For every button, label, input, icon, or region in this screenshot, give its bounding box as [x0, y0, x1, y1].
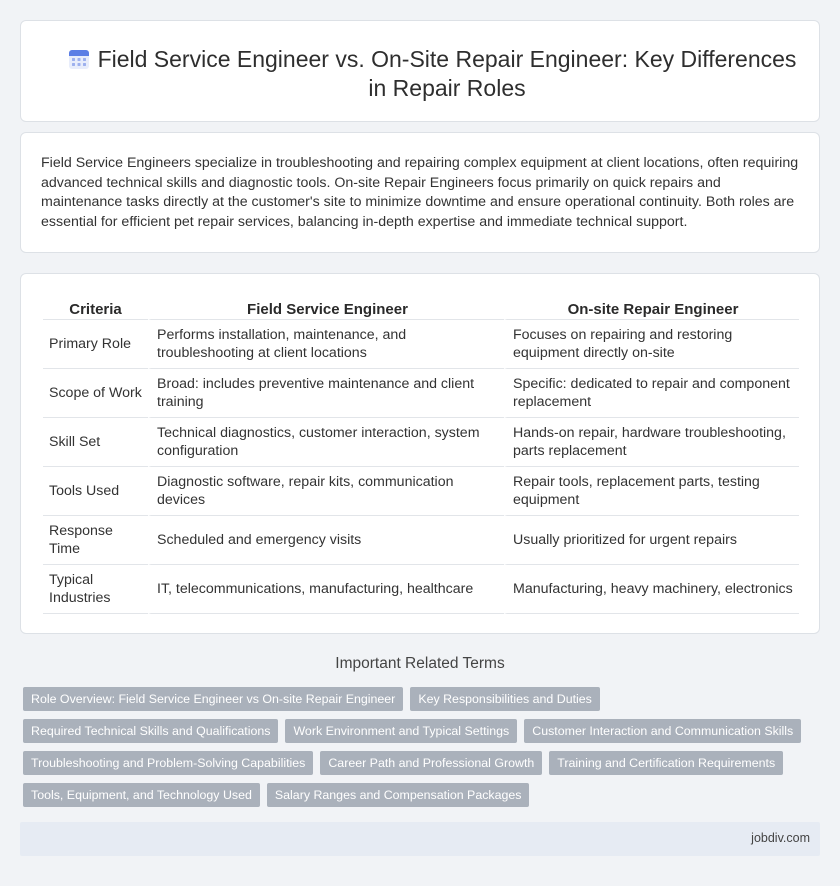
- comparison-table: [43, 294, 799, 614]
- related-terms-title: Important Related Terms: [335, 655, 505, 672]
- related-term-tag[interactable]: Key Responsibilities and Duties: [410, 687, 600, 711]
- table-row: [43, 516, 799, 565]
- table-row: [43, 418, 799, 467]
- on-site-cell: Hands-on repair, hardware troubleshooting, parts replacement: [504, 418, 799, 467]
- related-term-tag[interactable]: Training and Certification Requirements: [549, 751, 783, 775]
- header-criteria: Criteria: [43, 294, 148, 320]
- comparison-card: [20, 273, 820, 634]
- related-term-tag[interactable]: Customer Interaction and Communication Skills: [524, 719, 801, 743]
- on-site-cell: Focuses on repairing and restoring equipment directly on-site: [504, 320, 799, 369]
- criteria-cell: Tools Used: [43, 467, 148, 516]
- on-site-cell: Manufacturing, heavy machinery, electronics: [504, 565, 799, 614]
- criteria-cell: Response Time: [43, 516, 148, 565]
- on-site-cell: Usually prioritized for urgent repairs: [504, 516, 799, 565]
- table-row: [43, 565, 799, 614]
- field-service-cell: IT, telecommunications, manufacturing, healthcare: [148, 565, 504, 614]
- on-site-cell: Specific: dedicated to repair and component replacement: [504, 369, 799, 418]
- related-terms-list: [23, 687, 813, 807]
- related-term-tag[interactable]: Required Technical Skills and Qualifications: [23, 719, 278, 743]
- on-site-cell: Repair tools, replacement parts, testing equipment: [504, 467, 799, 516]
- related-term-tag[interactable]: Career Path and Professional Growth: [320, 751, 542, 775]
- criteria-cell: Primary Role: [43, 320, 148, 369]
- intro-paragraph: Field Service Engineers specialize in troubleshooting and repairing complex equipment at client locations, often requiring advanced technical skills and diagnostic tools. On-site Repair Engineers focus primarily on quick repairs and maintenance tasks directly at the customer's site to minimize downtime and ensure operational continuity. Both roles are essential for efficient pet repair services, balancing in-depth expertise and immediate technical support.: [41, 155, 799, 230]
- footer-site-link[interactable]: jobdiv.com: [751, 831, 810, 845]
- criteria-cell: Scope of Work: [43, 369, 148, 418]
- related-term-tag[interactable]: Troubleshooting and Problem-Solving Capabilities: [23, 751, 313, 775]
- related-term-tag[interactable]: Role Overview: Field Service Engineer vs On-site Repair Engineer: [23, 687, 403, 711]
- footer-bar: [20, 822, 820, 856]
- intro-card: [20, 132, 820, 253]
- table-header-row: [43, 294, 799, 320]
- header-field-service-engineer: Field Service Engineer: [148, 294, 504, 320]
- header-on-site-repair-engineer: On-site Repair Engineer: [504, 294, 799, 320]
- related-term-tag[interactable]: Work Environment and Typical Settings: [285, 719, 517, 743]
- criteria-cell: Typical Industries: [43, 565, 148, 614]
- table-row: [43, 320, 799, 369]
- table-row: [43, 467, 799, 516]
- field-service-cell: Scheduled and emergency visits: [148, 516, 504, 565]
- field-service-cell: Broad: includes preventive maintenance and client training: [148, 369, 504, 418]
- field-service-cell: Performs installation, maintenance, and troubleshooting at client locations: [148, 320, 504, 369]
- calendar-icon: [67, 47, 91, 71]
- field-service-cell: Diagnostic software, repair kits, communication devices: [148, 467, 504, 516]
- table-row: [43, 369, 799, 418]
- related-term-tag[interactable]: Tools, Equipment, and Technology Used: [23, 783, 260, 807]
- criteria-cell: Skill Set: [43, 418, 148, 467]
- page-title: Field Service Engineer vs. On-Site Repair Engineer: Key Differences in Repair Roles: [97, 46, 797, 101]
- header-card: [20, 20, 820, 122]
- field-service-cell: Technical diagnostics, customer interaction, system configuration: [148, 418, 504, 467]
- related-term-tag[interactable]: Salary Ranges and Compensation Packages: [267, 783, 530, 807]
